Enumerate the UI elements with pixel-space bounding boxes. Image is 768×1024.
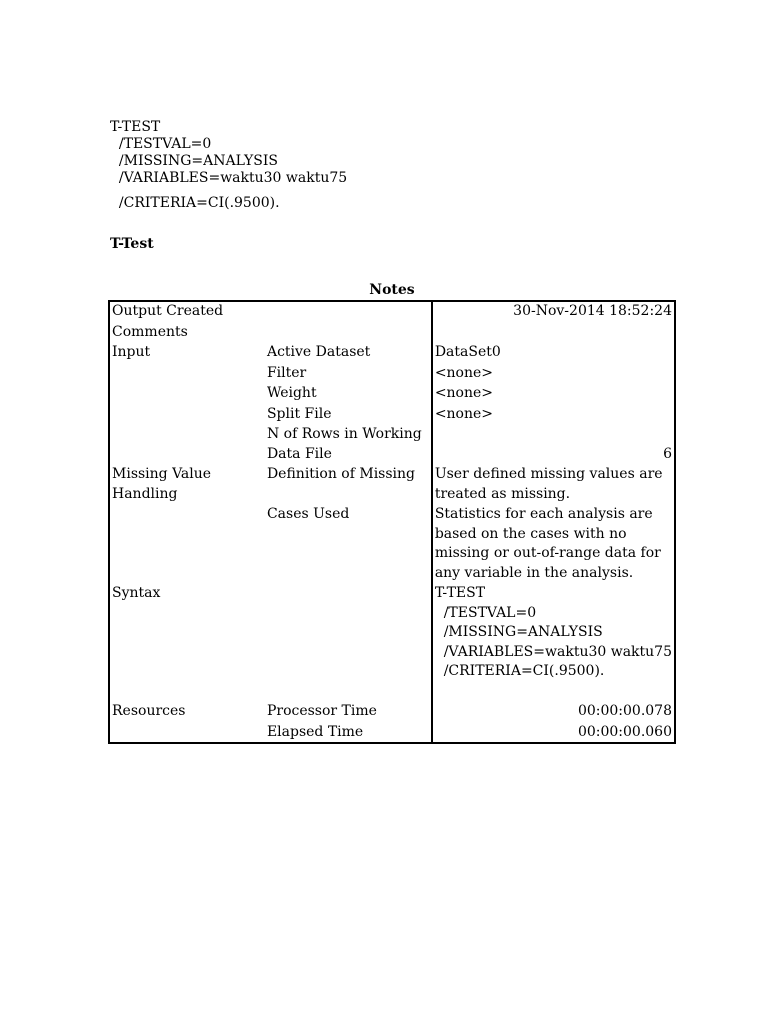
comments-value [432,322,675,343]
table-row [109,505,675,584]
table-row [109,722,675,743]
row-sublabel-filter: Filter [265,363,432,384]
syntax-value [432,584,675,702]
row-sublabel-active-dataset: Active Dataset [265,343,432,364]
output-created-value: 30-Nov-2014 18:52:24 [432,301,675,322]
section-title: T-Test [110,236,154,252]
cases-used-value: Statistics for each analysis are based on the cases with no missing or out-of-range data for any variable in the analysis. [432,505,675,584]
table-row [109,301,675,322]
active-dataset-value: DataSet0 [432,343,675,364]
row-label-input: Input [109,343,265,364]
table-row [109,404,675,425]
table-row [109,322,675,343]
elapsed-time-value: 00:00:00.060 [432,722,675,743]
row-label-output-created: Output Created [109,301,265,322]
notes-table [108,300,676,744]
syntax-line: /TESTVAL=0 [110,136,212,152]
row-sublabel-processor-time: Processor Time [265,702,432,723]
split-file-value: <none> [432,404,675,425]
table-row [109,584,675,702]
table-title: Notes [369,282,415,298]
syntax-value-line: /MISSING=ANALYSIS [434,624,603,640]
weight-value: <none> [432,384,675,405]
syntax-command-block [110,119,347,212]
syntax-line: /VARIABLES=waktu30 waktu75 [110,170,348,186]
row-sublabel-elapsed-time: Elapsed Time [265,722,432,743]
syntax-value-line: T-TEST [434,585,486,601]
syntax-value-line: /CRITERIA=CI(.9500). [434,663,605,679]
syntax-line: T-TEST [110,119,161,135]
table-row [109,465,675,505]
row-sublabel-weight: Weight [265,384,432,405]
syntax-value-line: /TESTVAL=0 [434,604,537,621]
table-row [109,363,675,384]
processor-time-value: 00:00:00.078 [432,702,675,723]
syntax-line: /CRITERIA=CI(.9500). [110,195,280,211]
filter-value: <none> [432,363,675,384]
row-sublabel-split-file: Split File [265,404,432,425]
table-row [109,702,675,723]
definition-of-missing-value: User defined missing values are treated as missing. [432,465,675,505]
syntax-line: /MISSING=ANALYSIS [110,153,278,169]
syntax-value-line: /VARIABLES=waktu30 waktu75 [434,643,672,660]
row-label-comments: Comments [109,322,265,343]
row-label-missing-value-handling: Missing Value Handling [109,465,265,505]
row-sublabel-cases-used: Cases Used [265,505,432,584]
row-label-resources: Resources [109,702,265,723]
row-sublabel-definition-of-missing: Definition of Missing [265,465,432,505]
table-row [109,384,675,405]
row-sublabel-n-rows: N of Rows in Working Data File [265,425,432,465]
table-row [109,343,675,364]
table-row [109,425,675,465]
row-label-syntax: Syntax [109,584,265,702]
n-rows-value: 6 [432,425,675,465]
